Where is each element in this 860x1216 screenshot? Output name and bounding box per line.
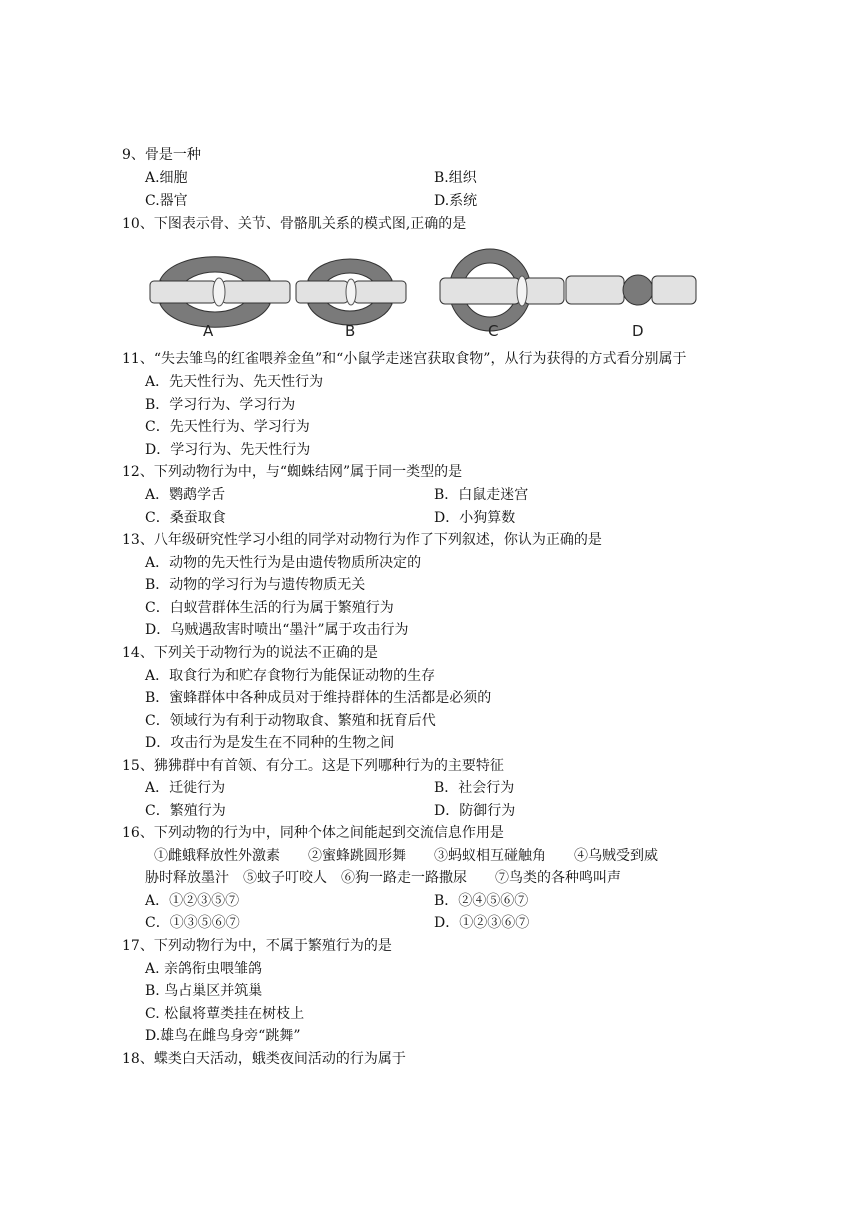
question-16-option-b: B．②④⑤⑥⑦ — [434, 893, 529, 909]
question-16-stem: 16、下列动物的行为中，同种个体之间能起到交流信息作用是 — [122, 825, 504, 841]
question-15-option-b: B．社会行为 — [434, 780, 515, 796]
question-12-stem: 12、下列动物行为中，与“蜘蛛结网”属于同一类型的是 — [122, 464, 463, 480]
question-15-option-c: C．繁殖行为 — [145, 803, 226, 819]
figure-label-a: A — [203, 322, 214, 340]
question-15-option-a: A．迁徙行为 — [145, 780, 226, 796]
question-17-option-b: B. 鸟占巢区并筑巢 — [145, 983, 263, 999]
question-11-option-c: C．先天性行为、学习行为 — [145, 419, 310, 435]
figure-option-b — [296, 259, 406, 340]
question-13-option-c: C．白蚁营群体生活的行为属于繁殖行为 — [145, 600, 394, 616]
figure-label-c: C — [488, 322, 499, 340]
figure-option-c — [440, 249, 564, 340]
question-14-option-a: A．取食行为和贮存食物行为能保证动物的生存 — [145, 668, 436, 684]
question-16-option-d: D．①②③⑥⑦ — [434, 915, 530, 931]
question-13-option-a: A．动物的先天性行为是由遗传物质所决定的 — [145, 555, 422, 571]
question-12-option-b: B．白鼠走迷宫 — [434, 487, 529, 503]
question-12-option-d: D．小狗算数 — [434, 510, 516, 526]
question-11-option-d: D．学习行为、先天性行为 — [145, 442, 311, 458]
question-12-option-a: A．鹦鹉学舌 — [145, 487, 226, 503]
question-14-option-d: D．攻击行为是发生在不同种的生物之间 — [145, 735, 395, 751]
question-15-option-d: D．防御行为 — [434, 803, 516, 819]
question-16-option-c: C．①③⑤⑥⑦ — [145, 915, 240, 931]
question-17-option-d: D.雄鸟在雌鸟身旁“跳舞” — [145, 1028, 301, 1044]
bone-joint-muscle-figure — [140, 244, 710, 340]
question-13-option-b: B．动物的学习行为与遗传物质无关 — [145, 577, 366, 593]
question-16-items-line-1: ①雌蛾释放性外激素 ②蜜蜂跳圆形舞 ③蚂蚁相互碰触角 ④乌贼受到威 — [154, 848, 658, 864]
question-14-option-c: C．领域行为有利于动物取食、繁殖和抚育后代 — [145, 713, 436, 729]
question-9-stem: 9、骨是一种 — [122, 147, 201, 163]
question-17-option-a: A. 亲鸽衔虫喂雏鸽 — [145, 961, 263, 977]
question-13-option-d: D．乌贼遇敌害时喷出“墨汁”属于攻击行为 — [145, 622, 409, 638]
question-16-items-line-2: 胁时释放墨汁 ⑤蚊子叮咬人 ⑥狗一路走一路撒尿 ⑦鸟类的各种鸣叫声 — [145, 870, 621, 886]
question-9-option-a: A.细胞 — [145, 170, 188, 186]
figure-option-a — [150, 257, 290, 340]
question-9-option-b: B.组织 — [434, 170, 477, 186]
question-11-option-b: B．学习行为、学习行为 — [145, 397, 296, 413]
question-18-stem: 18、蝶类白天活动，蛾类夜间活动的行为属于 — [122, 1051, 406, 1067]
question-17-option-c: C. 松鼠将蕈类挂在树枝上 — [145, 1006, 305, 1022]
question-15-stem: 15、狒狒群中有首领、有分工。这是下列哪种行为的主要特征 — [122, 758, 504, 774]
figure-label-d: D — [632, 322, 644, 340]
question-16-option-a: A．①②③⑤⑦ — [145, 893, 240, 909]
question-14-stem: 14、下列关于动物行为的说法不正确的是 — [122, 645, 378, 661]
question-11-stem: 11、“失去雏鸟的红雀喂养金鱼”和“小鼠学走迷宫获取食物”，从行为获得的方式看分别属于 — [122, 351, 687, 367]
question-10-stem: 10、下图表示骨、关节、骨骼肌关系的模式图,正确的是 — [122, 216, 467, 232]
figure-label-b: B — [345, 322, 356, 340]
question-13-stem: 13、八年级研究性学习小组的同学对动物行为作了下列叙述，你认为正确的是 — [122, 532, 602, 548]
figure-option-d — [566, 275, 696, 340]
question-9-option-d: D.系统 — [434, 193, 478, 209]
question-11-option-a: A．先天性行为、先天性行为 — [145, 374, 324, 390]
question-14-option-b: B．蜜蜂群体中各种成员对于维持群体的生活都是必须的 — [145, 690, 492, 706]
question-9-option-c: C.器官 — [145, 193, 188, 209]
question-12-option-c: C．桑蚕取食 — [145, 510, 226, 526]
question-17-stem: 17、下列动物行为中，不属于繁殖行为的是 — [122, 938, 392, 954]
